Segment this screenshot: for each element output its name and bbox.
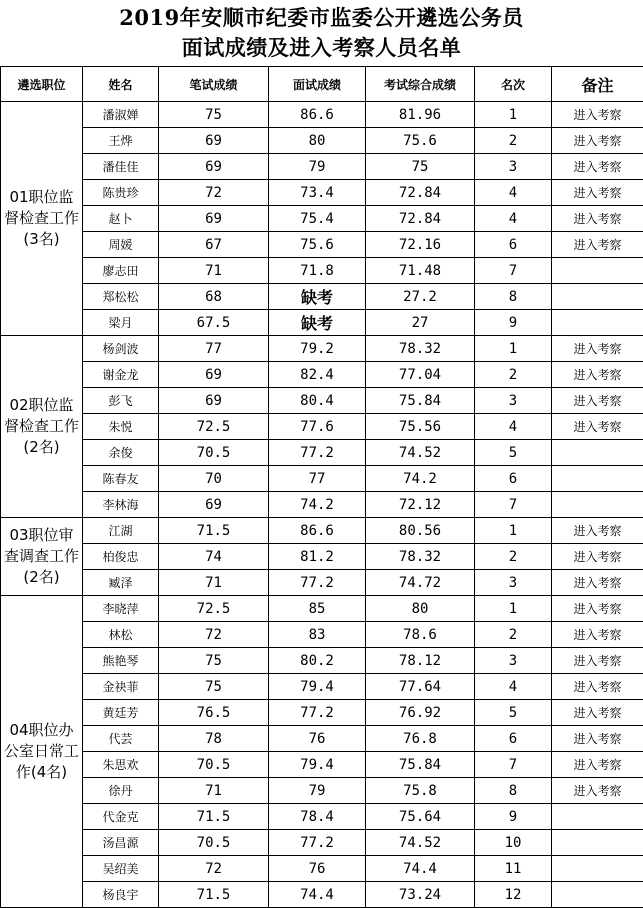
written-score: 70.5 — [159, 830, 269, 856]
table-row — [1, 596, 643, 622]
rank: 6 — [475, 232, 552, 258]
candidate-name: 杨剑波 — [83, 336, 159, 362]
written-score: 72 — [159, 622, 269, 648]
total-score: 75.64 — [366, 804, 475, 830]
candidate-name: 梁月 — [83, 310, 159, 336]
header-remark: 备注 — [552, 67, 643, 102]
interview-score: 86.6 — [269, 102, 366, 128]
header-name: 姓名 — [83, 67, 159, 102]
written-score: 71 — [159, 570, 269, 596]
total-score: 80.56 — [366, 518, 475, 544]
candidate-name: 黄廷芳 — [83, 700, 159, 726]
total-score: 73.24 — [366, 882, 475, 908]
candidate-name: 代芸 — [83, 726, 159, 752]
remark: 进入考察 — [552, 154, 643, 180]
position-cell: 02职位监督检查工作(2名) — [1, 336, 83, 518]
table-row — [1, 570, 643, 596]
interview-score: 79.4 — [269, 674, 366, 700]
table-row — [1, 440, 643, 466]
table-row — [1, 622, 643, 648]
table-row — [1, 102, 643, 128]
interview-score: 74.2 — [269, 492, 366, 518]
written-score: 72 — [159, 180, 269, 206]
table-row — [1, 544, 643, 570]
position-cell: 01职位监督检查工作(3名) — [1, 102, 83, 336]
rank: 3 — [475, 154, 552, 180]
remark — [552, 440, 643, 466]
table-row — [1, 414, 643, 440]
total-score: 75.8 — [366, 778, 475, 804]
table-row — [1, 492, 643, 518]
rank: 5 — [475, 440, 552, 466]
candidate-name: 林松 — [83, 622, 159, 648]
candidate-name: 彭飞 — [83, 388, 159, 414]
rank: 1 — [475, 102, 552, 128]
written-score: 75 — [159, 102, 269, 128]
position-cell: 04职位办公室日常工作(4名) — [1, 596, 83, 908]
table-row — [1, 648, 643, 674]
rank: 4 — [475, 180, 552, 206]
remark — [552, 882, 643, 908]
written-score: 69 — [159, 492, 269, 518]
total-score: 75.56 — [366, 414, 475, 440]
rank: 6 — [475, 466, 552, 492]
written-score: 72.5 — [159, 414, 269, 440]
candidate-name: 杨良宇 — [83, 882, 159, 908]
candidate-name: 朱悦 — [83, 414, 159, 440]
candidate-name: 余俊 — [83, 440, 159, 466]
interview-score: 缺考 — [269, 310, 366, 336]
remark: 进入考察 — [552, 102, 643, 128]
table-row — [1, 804, 643, 830]
total-score: 78.12 — [366, 648, 475, 674]
remark: 进入考察 — [552, 700, 643, 726]
rank: 7 — [475, 752, 552, 778]
interview-score: 77.2 — [269, 700, 366, 726]
rank: 3 — [475, 648, 552, 674]
written-score: 74 — [159, 544, 269, 570]
written-score: 71 — [159, 778, 269, 804]
written-score: 70.5 — [159, 752, 269, 778]
table-row — [1, 778, 643, 804]
interview-score: 79.4 — [269, 752, 366, 778]
written-score: 72.5 — [159, 596, 269, 622]
candidate-name: 代金克 — [83, 804, 159, 830]
rank: 6 — [475, 726, 552, 752]
rank: 3 — [475, 388, 552, 414]
remark: 进入考察 — [552, 206, 643, 232]
interview-score: 71.8 — [269, 258, 366, 284]
written-score: 69 — [159, 362, 269, 388]
rank: 4 — [475, 414, 552, 440]
written-score: 75 — [159, 674, 269, 700]
remark — [552, 856, 643, 882]
written-score: 69 — [159, 388, 269, 414]
candidate-name: 臧泽 — [83, 570, 159, 596]
rank: 7 — [475, 258, 552, 284]
rank: 11 — [475, 856, 552, 882]
written-score: 78 — [159, 726, 269, 752]
candidate-name: 王烨 — [83, 128, 159, 154]
table-row — [1, 154, 643, 180]
interview-score: 76 — [269, 726, 366, 752]
rank: 12 — [475, 882, 552, 908]
document-title-line-1: 2019年安顺市纪委市监委公开遴选公务员 — [0, 0, 643, 33]
rank: 2 — [475, 362, 552, 388]
remark: 进入考察 — [552, 414, 643, 440]
total-score: 74.4 — [366, 856, 475, 882]
written-score: 69 — [159, 128, 269, 154]
remark: 进入考察 — [552, 648, 643, 674]
remark — [552, 804, 643, 830]
total-score: 27.2 — [366, 284, 475, 310]
total-score: 76.92 — [366, 700, 475, 726]
interview-score: 74.4 — [269, 882, 366, 908]
written-score: 71 — [159, 258, 269, 284]
total-score: 74.52 — [366, 830, 475, 856]
rank: 4 — [475, 674, 552, 700]
total-score: 80 — [366, 596, 475, 622]
rank: 2 — [475, 544, 552, 570]
interview-score: 77 — [269, 466, 366, 492]
remark — [552, 284, 643, 310]
total-score: 72.84 — [366, 206, 475, 232]
written-score: 72 — [159, 856, 269, 882]
remark: 进入考察 — [552, 128, 643, 154]
rank: 9 — [475, 804, 552, 830]
total-score: 77.64 — [366, 674, 475, 700]
interview-score: 81.2 — [269, 544, 366, 570]
remark: 进入考察 — [552, 362, 643, 388]
total-score: 81.96 — [366, 102, 475, 128]
table-row — [1, 128, 643, 154]
table-row — [1, 726, 643, 752]
total-score: 77.04 — [366, 362, 475, 388]
remark: 进入考察 — [552, 544, 643, 570]
candidate-name: 陈春友 — [83, 466, 159, 492]
interview-score: 73.4 — [269, 180, 366, 206]
interview-score: 80.2 — [269, 648, 366, 674]
interview-score: 85 — [269, 596, 366, 622]
candidate-name: 金袂菲 — [83, 674, 159, 700]
table-row — [1, 232, 643, 258]
written-score: 67 — [159, 232, 269, 258]
total-score: 78.32 — [366, 544, 475, 570]
candidate-name: 廖志田 — [83, 258, 159, 284]
written-score: 76.5 — [159, 700, 269, 726]
rank: 2 — [475, 128, 552, 154]
rank: 1 — [475, 336, 552, 362]
remark: 进入考察 — [552, 570, 643, 596]
total-score: 76.8 — [366, 726, 475, 752]
candidate-name: 江湖 — [83, 518, 159, 544]
interview-score: 80 — [269, 128, 366, 154]
remark — [552, 466, 643, 492]
total-score: 27 — [366, 310, 475, 336]
candidate-name: 熊艳琴 — [83, 648, 159, 674]
total-score: 75 — [366, 154, 475, 180]
remark: 进入考察 — [552, 388, 643, 414]
table-row — [1, 206, 643, 232]
rank: 3 — [475, 570, 552, 596]
candidate-name: 李晓萍 — [83, 596, 159, 622]
remark: 进入考察 — [552, 518, 643, 544]
table-row — [1, 856, 643, 882]
interview-score: 75.6 — [269, 232, 366, 258]
header-position: 遴选职位 — [1, 67, 83, 102]
table-row — [1, 336, 643, 362]
candidate-name: 柏俊忠 — [83, 544, 159, 570]
interview-score: 86.6 — [269, 518, 366, 544]
total-score: 75.84 — [366, 388, 475, 414]
candidate-name: 谢金龙 — [83, 362, 159, 388]
header-row — [1, 67, 643, 102]
written-score: 71.5 — [159, 882, 269, 908]
interview-score: 77.2 — [269, 570, 366, 596]
total-score: 72.12 — [366, 492, 475, 518]
table-row — [1, 700, 643, 726]
interview-score: 83 — [269, 622, 366, 648]
table-row — [1, 310, 643, 336]
candidate-name: 汤昌源 — [83, 830, 159, 856]
remark: 进入考察 — [552, 778, 643, 804]
rank: 9 — [475, 310, 552, 336]
written-score: 70 — [159, 466, 269, 492]
candidate-name: 吴绍美 — [83, 856, 159, 882]
rank: 1 — [475, 518, 552, 544]
written-score: 68 — [159, 284, 269, 310]
written-score: 75 — [159, 648, 269, 674]
candidate-name: 赵卜 — [83, 206, 159, 232]
results-table — [0, 66, 643, 908]
total-score: 78.6 — [366, 622, 475, 648]
interview-score: 79 — [269, 154, 366, 180]
remark: 进入考察 — [552, 336, 643, 362]
interview-score: 76 — [269, 856, 366, 882]
written-score: 67.5 — [159, 310, 269, 336]
rank: 7 — [475, 492, 552, 518]
header-total-score: 考试综合成绩 — [366, 67, 475, 102]
total-score: 72.84 — [366, 180, 475, 206]
remark — [552, 830, 643, 856]
position-cell: 03职位审查调查工作(2名) — [1, 518, 83, 596]
header-rank: 名次 — [475, 67, 552, 102]
interview-score: 79.2 — [269, 336, 366, 362]
rank: 10 — [475, 830, 552, 856]
interview-score: 82.4 — [269, 362, 366, 388]
header-written-score: 笔试成绩 — [159, 67, 269, 102]
table-row — [1, 518, 643, 544]
remark: 进入考察 — [552, 596, 643, 622]
table-row — [1, 752, 643, 778]
interview-score: 77.2 — [269, 830, 366, 856]
total-score: 71.48 — [366, 258, 475, 284]
remark — [552, 258, 643, 284]
total-score: 74.2 — [366, 466, 475, 492]
candidate-name: 徐丹 — [83, 778, 159, 804]
remark: 进入考察 — [552, 232, 643, 258]
remark: 进入考察 — [552, 726, 643, 752]
total-score: 75.84 — [366, 752, 475, 778]
total-score: 74.52 — [366, 440, 475, 466]
document-title-line-2: 面试成绩及进入考察人员名单 — [0, 33, 643, 66]
table-row — [1, 180, 643, 206]
remark: 进入考察 — [552, 180, 643, 206]
interview-score: 79 — [269, 778, 366, 804]
table-row — [1, 284, 643, 310]
written-score: 69 — [159, 206, 269, 232]
written-score: 71.5 — [159, 518, 269, 544]
written-score: 77 — [159, 336, 269, 362]
interview-score: 78.4 — [269, 804, 366, 830]
header-interview-score: 面试成绩 — [269, 67, 366, 102]
total-score: 78.32 — [366, 336, 475, 362]
interview-score: 75.4 — [269, 206, 366, 232]
table-row — [1, 466, 643, 492]
rank: 5 — [475, 700, 552, 726]
remark: 进入考察 — [552, 622, 643, 648]
total-score: 72.16 — [366, 232, 475, 258]
candidate-name: 李林海 — [83, 492, 159, 518]
interview-score: 77.2 — [269, 440, 366, 466]
table-row — [1, 674, 643, 700]
table-body — [1, 102, 643, 908]
table-row — [1, 388, 643, 414]
rank: 4 — [475, 206, 552, 232]
rank: 8 — [475, 284, 552, 310]
remark — [552, 310, 643, 336]
written-score: 69 — [159, 154, 269, 180]
remark: 进入考察 — [552, 752, 643, 778]
table-row — [1, 830, 643, 856]
interview-score: 80.4 — [269, 388, 366, 414]
interview-score: 77.6 — [269, 414, 366, 440]
written-score: 70.5 — [159, 440, 269, 466]
interview-score: 缺考 — [269, 284, 366, 310]
table-row — [1, 258, 643, 284]
candidate-name: 潘淑婵 — [83, 102, 159, 128]
total-score: 75.6 — [366, 128, 475, 154]
candidate-name: 周媛 — [83, 232, 159, 258]
remark: 进入考察 — [552, 674, 643, 700]
written-score: 71.5 — [159, 804, 269, 830]
rank: 8 — [475, 778, 552, 804]
table-row — [1, 362, 643, 388]
candidate-name: 潘佳佳 — [83, 154, 159, 180]
candidate-name: 陈贵珍 — [83, 180, 159, 206]
table-row — [1, 882, 643, 908]
remark — [552, 492, 643, 518]
candidate-name: 朱思欢 — [83, 752, 159, 778]
rank: 1 — [475, 596, 552, 622]
candidate-name: 郑松松 — [83, 284, 159, 310]
rank: 2 — [475, 622, 552, 648]
total-score: 74.72 — [366, 570, 475, 596]
